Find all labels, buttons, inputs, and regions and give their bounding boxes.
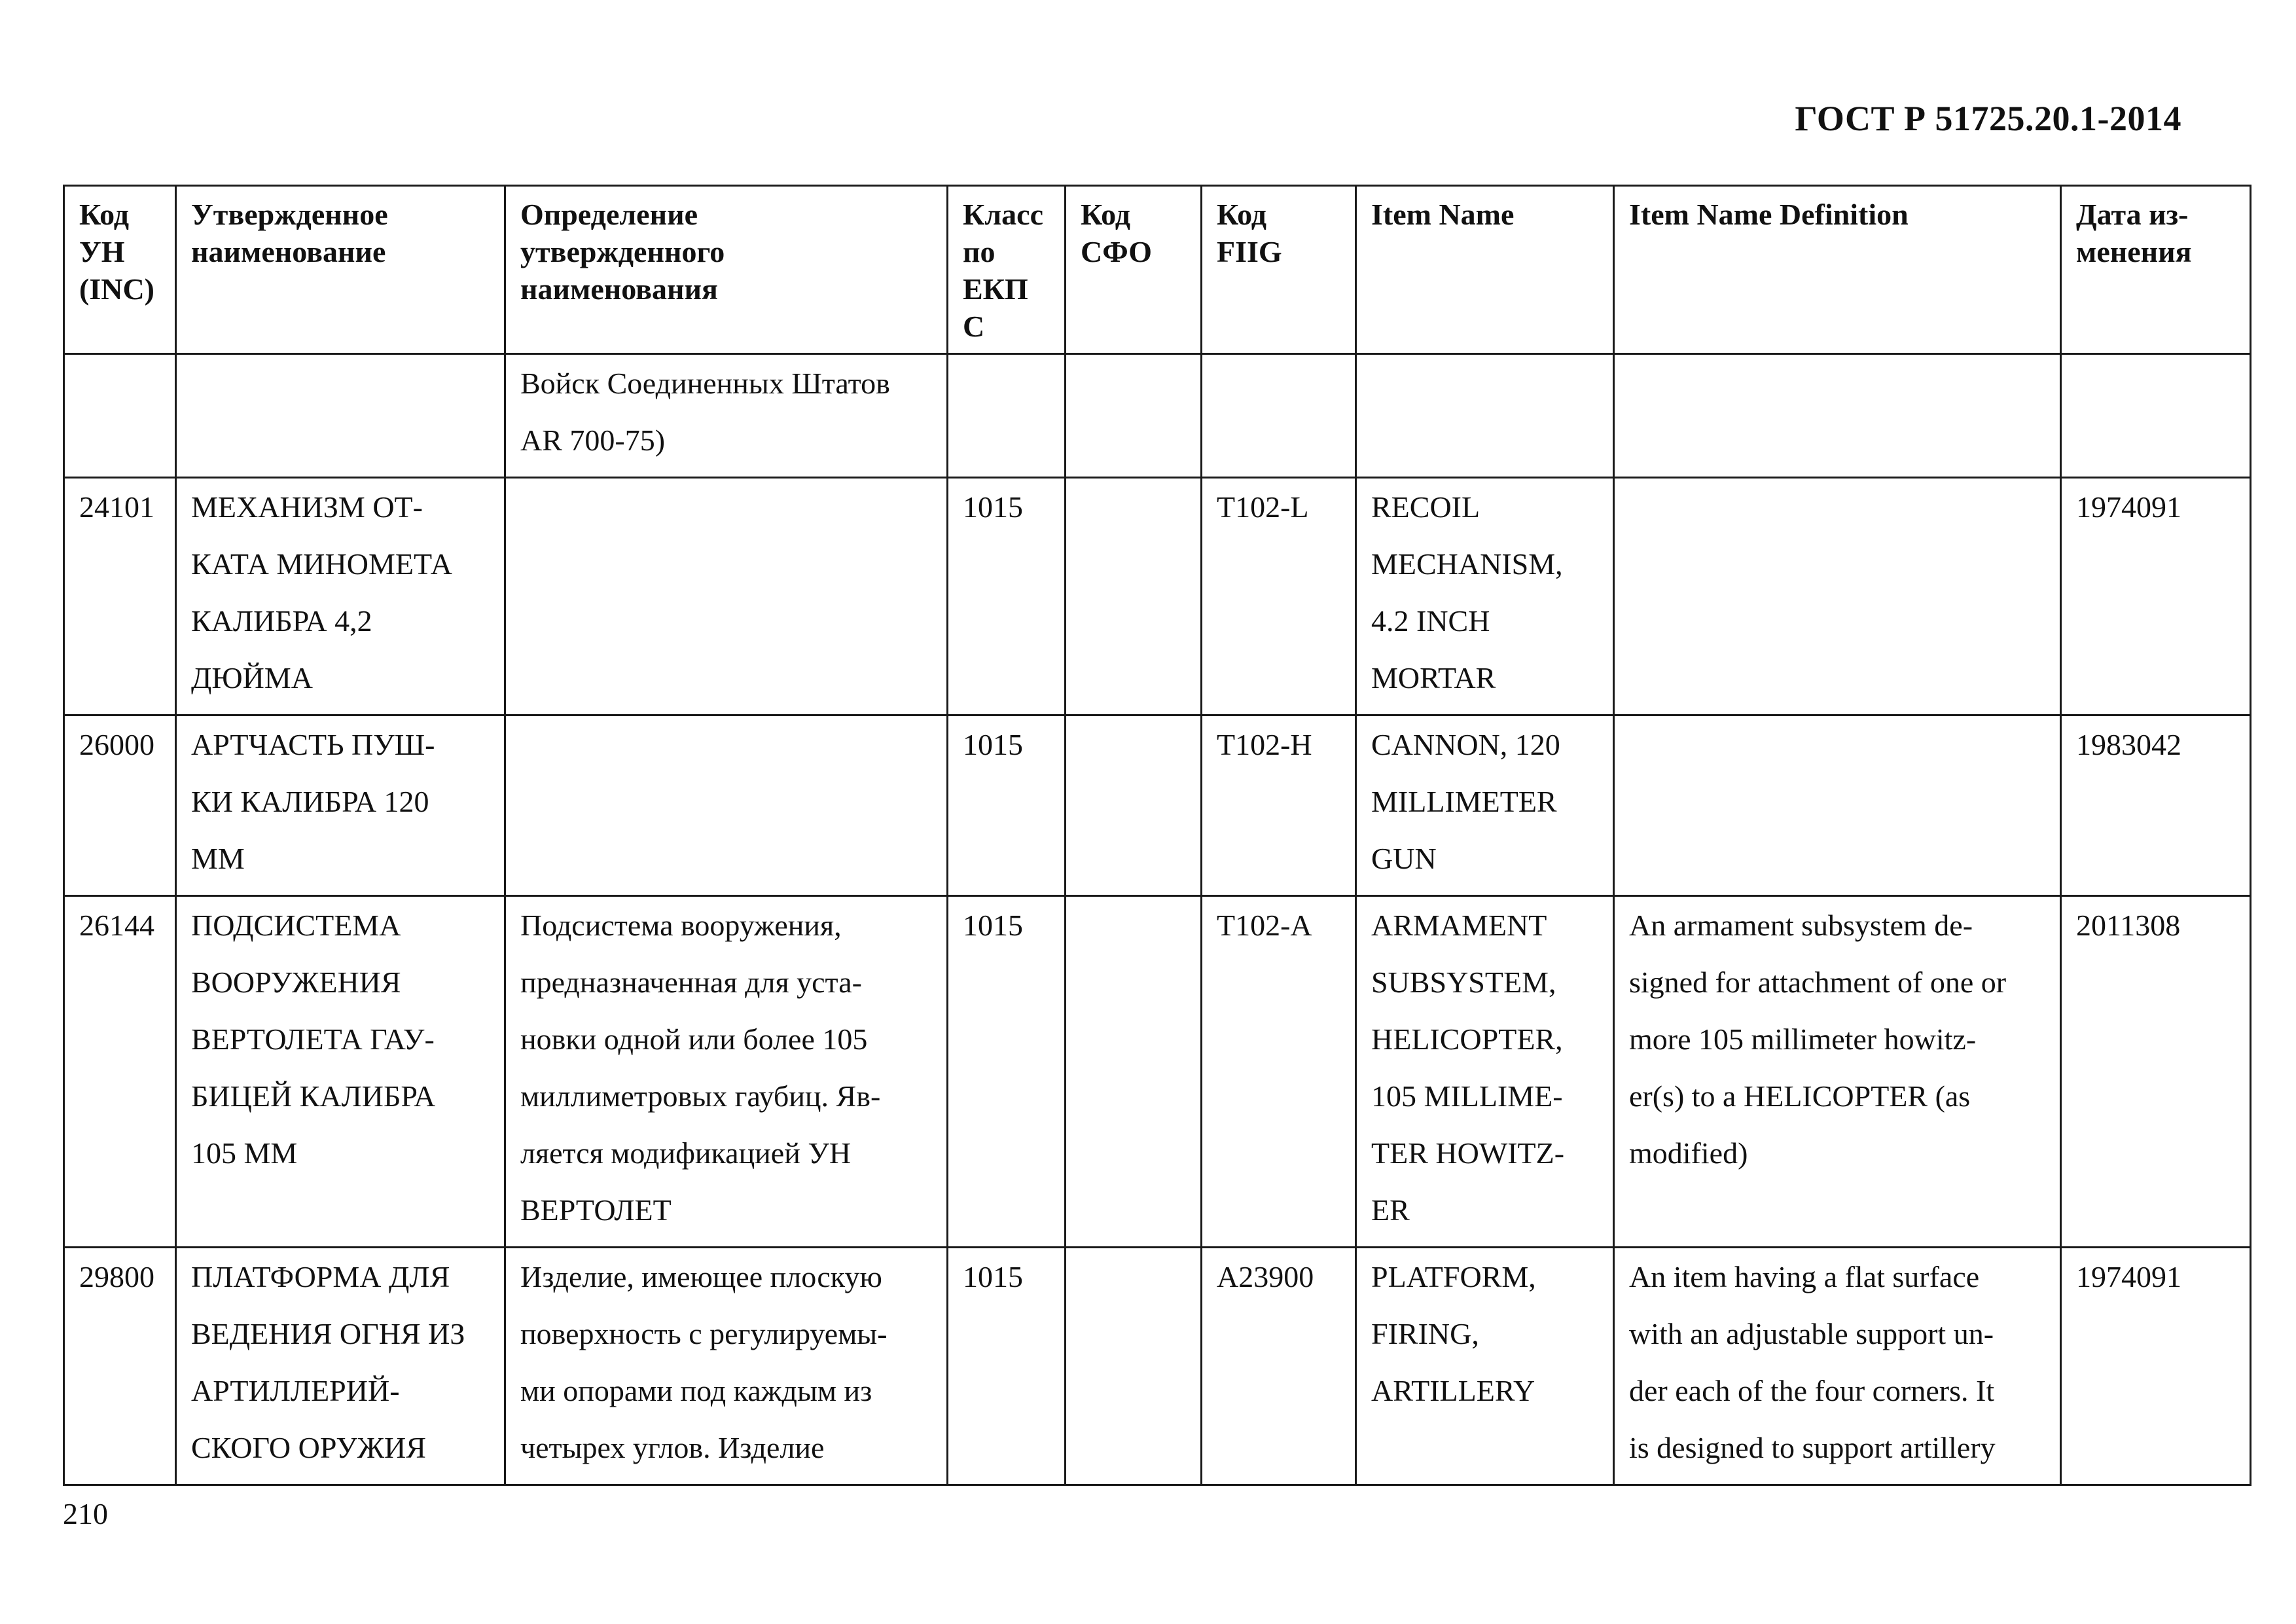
cell-text-line: С <box>963 310 985 343</box>
cell-text-line: 1015 <box>963 728 1023 761</box>
cell-change-date <box>2061 896 2251 1248</box>
cell-text-line: КИ КАЛИБРА 120 <box>191 785 429 818</box>
cell-text-line: CANNON, 120 <box>1371 728 1560 761</box>
cell-text-line: RECOIL <box>1371 490 1480 524</box>
column-header-item-name <box>1356 186 1614 354</box>
cell-text-line: Подсистема вооружения, <box>520 909 842 942</box>
cell-text-line: Item Name Definition <box>1629 198 1909 231</box>
cell-change-date <box>2061 1248 2251 1485</box>
cell-text-line: HELICOPTER, <box>1371 1022 1563 1056</box>
column-header-inc <box>64 186 176 354</box>
document-title: ГОСТ Р 51725.20.1-2014 <box>1795 99 2181 138</box>
cell-text-line: Класс <box>963 198 1043 231</box>
cell-text-line: 105 ММ <box>191 1136 298 1170</box>
cell-sfo-code <box>1066 896 1202 1248</box>
cell-text-line: 1015 <box>963 909 1023 942</box>
cell-text-line: ММ <box>191 842 245 875</box>
cell-item-name-definition <box>1614 478 2061 715</box>
cell-text-line: Определение <box>520 198 698 231</box>
cell-text-line: 1015 <box>963 490 1023 524</box>
cell-item-name <box>1356 1248 1614 1485</box>
cell-text-line: АРТИЛЛЕРИЙ- <box>191 1374 400 1407</box>
cell-change-date <box>2061 478 2251 715</box>
cell-inc <box>64 354 176 478</box>
cell-approved-name <box>176 896 505 1248</box>
cell-text-line: TER HOWITZ- <box>1371 1136 1565 1170</box>
cell-text-line: Код <box>1081 198 1131 231</box>
cell-fiig-code <box>1202 478 1356 715</box>
cell-text-line: A23900 <box>1217 1260 1314 1293</box>
cell-text-line: 1974091 <box>2076 1260 2181 1293</box>
cell-text-line: 29800 <box>79 1260 154 1293</box>
cell-text-line: Item Name <box>1371 198 1515 231</box>
cell-approved-name <box>176 715 505 896</box>
cell-inc <box>64 478 176 715</box>
cell-class <box>948 1248 1066 1485</box>
cell-approved-name <box>176 1248 505 1485</box>
cell-text-line: ПОДСИСТЕМА <box>191 909 401 942</box>
cell-name-definition <box>505 354 948 478</box>
cell-text-line: новки одной или более 105 <box>520 1022 868 1056</box>
cell-class <box>948 478 1066 715</box>
cell-text-line: 26144 <box>79 909 154 942</box>
cell-text-line: КАТА МИНОМЕТА <box>191 547 452 581</box>
cell-text-line: УН <box>79 235 125 268</box>
cell-item-name-definition <box>1614 354 2061 478</box>
cell-text-line: 26000 <box>79 728 154 761</box>
cell-text-line: modified) <box>1629 1136 1748 1170</box>
table-row <box>64 478 2251 715</box>
column-header-class <box>948 186 1066 354</box>
cell-text-line: предназначенная для уста- <box>520 965 862 999</box>
cell-text-line: T102-L <box>1217 490 1309 524</box>
table-row <box>64 1248 2251 1485</box>
cell-text-line: MORTAR <box>1371 661 1496 695</box>
cell-text-line: PLATFORM, <box>1371 1260 1536 1293</box>
column-header-item-name-definition <box>1614 186 2061 354</box>
cell-class <box>948 715 1066 896</box>
cell-name-definition <box>505 1248 948 1485</box>
cell-text-line: more 105 millimeter howitz- <box>1629 1022 1977 1056</box>
cell-inc <box>64 1248 176 1485</box>
cell-fiig-code <box>1202 1248 1356 1485</box>
cell-text-line: Изделие, имеющее плоскую <box>520 1260 882 1293</box>
cell-text-line: поверхность с регулируемы- <box>520 1317 888 1350</box>
cell-item-name-definition <box>1614 1248 2061 1485</box>
cell-fiig-code <box>1202 354 1356 478</box>
column-header-change-date <box>2061 186 2251 354</box>
cell-text-line: der each of the four corners. It <box>1629 1374 1995 1407</box>
cell-text-line: ER <box>1371 1193 1410 1227</box>
cell-text-line: 2011308 <box>2076 909 2181 942</box>
cell-text-line: утвержденного <box>520 235 725 268</box>
cell-text-line: ВООРУЖЕНИЯ <box>191 965 401 999</box>
cell-text-line: 105 MILLIME- <box>1371 1079 1563 1113</box>
cell-class <box>948 354 1066 478</box>
cell-name-definition <box>505 478 948 715</box>
cell-text-line: БИЦЕЙ КАЛИБРА <box>191 1079 436 1113</box>
cell-sfo-code <box>1066 478 1202 715</box>
cell-text-line: signed for attachment of one or <box>1629 965 2007 999</box>
cell-inc <box>64 715 176 896</box>
cell-text-line: ВЕРТОЛЕТ <box>520 1193 672 1227</box>
cell-class <box>948 896 1066 1248</box>
table-row <box>64 354 2251 478</box>
cell-item-name-definition <box>1614 896 2061 1248</box>
cell-approved-name <box>176 354 505 478</box>
cell-text-line: er(s) to a HELICOPTER (as <box>1629 1079 1971 1113</box>
cell-text-line: SUBSYSTEM, <box>1371 965 1556 999</box>
column-header-sfo-code <box>1066 186 1202 354</box>
column-header-fiig-code <box>1202 186 1356 354</box>
cell-text-line: по <box>963 235 996 268</box>
cell-sfo-code <box>1066 1248 1202 1485</box>
cell-fiig-code <box>1202 715 1356 896</box>
column-header-approved-name <box>176 186 505 354</box>
cell-item-name-definition <box>1614 715 2061 896</box>
cell-text-line: Войск Соединенных Штатов <box>520 367 890 400</box>
cell-text-line: MECHANISM, <box>1371 547 1563 581</box>
cell-text-line: ПЛАТФОРМА ДЛЯ <box>191 1260 450 1293</box>
cell-text-line: 1983042 <box>2076 728 2181 761</box>
cell-text-line: Дата из- <box>2076 198 2189 231</box>
cell-name-definition <box>505 896 948 1248</box>
cell-text-line: MILLIMETER <box>1371 785 1557 818</box>
page-number: 210 <box>63 1497 108 1530</box>
cell-text-line: 1015 <box>963 1260 1023 1293</box>
cell-text-line: AR 700-75) <box>520 424 666 457</box>
cell-text-line: наименования <box>520 272 718 306</box>
cell-text-line: FIIG <box>1217 235 1282 268</box>
cell-text-line: ми опорами под каждым из <box>520 1374 872 1407</box>
cell-text-line: FIRING, <box>1371 1317 1479 1350</box>
cell-text-line: 24101 <box>79 490 154 524</box>
cell-text-line: ляется модификацией УН <box>520 1136 852 1170</box>
cell-item-name <box>1356 715 1614 896</box>
cell-item-name <box>1356 896 1614 1248</box>
cell-text-line: ВЕДЕНИЯ ОГНЯ ИЗ <box>191 1317 465 1350</box>
cell-text-line: 4.2 INCH <box>1371 604 1490 638</box>
cell-text-line: Код <box>1217 198 1267 231</box>
cell-text-line: ARMAMENT <box>1371 909 1547 942</box>
cell-change-date <box>2061 354 2251 478</box>
cell-text-line: Код <box>79 198 130 231</box>
cell-item-name <box>1356 354 1614 478</box>
cell-text-line: МЕХАНИЗМ ОТ- <box>191 490 423 524</box>
cell-item-name <box>1356 478 1614 715</box>
cell-text-line: (INC) <box>79 272 154 306</box>
cell-text-line: with an adjustable support un- <box>1629 1317 1994 1350</box>
cell-text-line: An item having a flat surface <box>1629 1260 1980 1293</box>
table-row <box>64 896 2251 1248</box>
table-header-row <box>64 186 2251 354</box>
cell-text-line: 1974091 <box>2076 490 2181 524</box>
cell-text-line: GUN <box>1371 842 1437 875</box>
cell-sfo-code <box>1066 354 1202 478</box>
cell-text-line: T102-H <box>1217 728 1312 761</box>
cell-text-line: АРТЧАСТЬ ПУШ- <box>191 728 435 761</box>
cell-name-definition <box>505 715 948 896</box>
cell-text-line: An armament subsystem de- <box>1629 909 1973 942</box>
column-header-name-definition <box>505 186 948 354</box>
cell-text-line: ДЮЙМА <box>191 661 313 695</box>
item-name-table <box>63 185 2251 1486</box>
cell-text-line: миллиметровых гаубиц. Яв- <box>520 1079 881 1113</box>
cell-text-line: менения <box>2076 235 2192 268</box>
cell-fiig-code <box>1202 896 1356 1248</box>
cell-text-line: СКОГО ОРУЖИЯ <box>191 1431 426 1464</box>
cell-text-line: ARTILLERY <box>1371 1374 1535 1407</box>
cell-text-line: ЕКП <box>963 272 1028 306</box>
cell-text-line: T102-A <box>1217 909 1312 942</box>
cell-text-line: наименование <box>191 235 386 268</box>
cell-approved-name <box>176 478 505 715</box>
cell-text-line: КАЛИБРА 4,2 <box>191 604 372 638</box>
cell-change-date <box>2061 715 2251 896</box>
table-row <box>64 715 2251 896</box>
cell-text-line: четырех углов. Изделие <box>520 1431 825 1464</box>
cell-text-line: СФО <box>1081 235 1153 268</box>
cell-inc <box>64 896 176 1248</box>
cell-text-line: is designed to support artillery <box>1629 1431 1996 1464</box>
cell-sfo-code <box>1066 715 1202 896</box>
cell-text-line: Утвержденное <box>191 198 388 231</box>
cell-text-line: ВЕРТОЛЕТА ГАУ- <box>191 1022 435 1056</box>
